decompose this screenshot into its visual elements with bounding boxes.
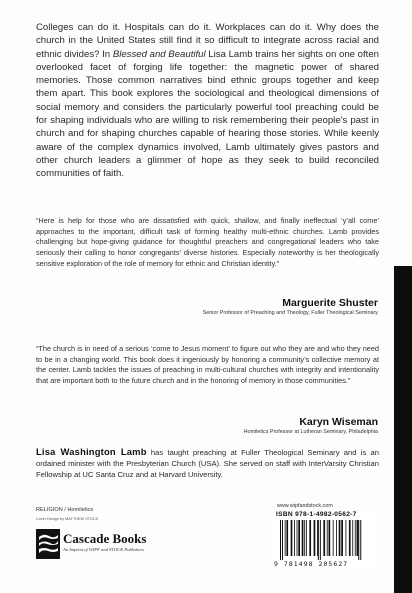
- publisher-tagline: An Imprint of WIPF and STOCK Publishers: [63, 547, 145, 552]
- publisher-url: www.wipfandstock.com: [277, 503, 333, 509]
- spine-edge-strip: [394, 266, 412, 593]
- publisher-name: Cascade Books: [63, 531, 147, 546]
- blurb-part-2: Lisa Lamb trains her sights on one often overlooked facet of forging life together: the magnetic power of shared memories. Those common narratives bind ethnic groups together and keep them apart. This book explores the sociological and theological dimensions of social memory and considers the particularly powerful tool preaching could be for shaping individuals who are willing to risk remembering their people's past in church and for shaping churches capable of hearing those stories. While keenly aware of the complex dynamics involved, Lamb ultimately gives pastors and other church leaders a glimmer of hope as they seek to build reconciled communities of faith.: [36, 48, 380, 180]
- endorsement-quote-1: “Here is help for those who are dissatisfied with quick, shallow, and finally ineffectual ‘y’all come’ approaches to the important, difficult task of forming healthy multi-ethnic churches. Lamb provides challenging but hope-giving guidance for thoughtful preachers and congregational leaders who take seriously their calling to honor congregants’ diverse histories. Especially noteworthy is her theologically sensitive exploration of the role of memory for ethnic and Christian identity.”: [36, 216, 379, 268]
- author-bio: [36, 446, 379, 480]
- endorser-role-2: Homiletics Professor at Lutheran Seminary, Philadelphia: [243, 429, 378, 435]
- publisher-logo: [36, 527, 146, 561]
- cover-design-credit: Cover Design by MATTHEW STOCK: [36, 517, 99, 521]
- book-description: [36, 21, 379, 181]
- author-name: Lisa Washington Lamb: [36, 446, 147, 457]
- isbn-barcode: [274, 511, 378, 569]
- cascade-waterfall-icon: [36, 529, 60, 559]
- book-category: RELIGION / Homiletics: [36, 507, 94, 513]
- endorser-name-2: Karyn Wiseman: [299, 416, 378, 428]
- endorser-name-1: Marguerite Shuster: [282, 297, 378, 309]
- author-bio-text: has taught preaching at Fuller Theological Seminary and is an ordained minister with the Presbyterian Church (USA). She served on staff with InterVarsity Christian Fellowship at UC Santa Cruz and at Harvard University.: [36, 448, 379, 479]
- isbn-label: ISBN 978-1-4982-0562-7: [276, 511, 357, 518]
- endorser-role-1: Senior Professor of Preaching and Theology, Fuller Theological Seminary: [202, 310, 378, 316]
- book-title: Blessed and Beautiful: [112, 48, 206, 60]
- barcode-digits: 9 781498 205627: [274, 560, 349, 568]
- endorsement-quote-2: “The church is in need of a serious ‘come to Jesus moment’ to figure out who they are and who they need to be in a changing world. This book does it ingeniously by honoring a community’s collective memory at the center. Lamb tackles the issues of preaching in multi-cultural churches with integrity and intentionality that are important both to the future church and in the honoring of memory in those communities.”: [36, 344, 379, 386]
- blurb-part-1: Colleges can do it. Hospitals can do it. Workplaces can do it. Why does the church in the United States still find it so difficult to integrate across racial and ethnic divides? In: [36, 22, 379, 60]
- barcode-bars: [274, 520, 378, 560]
